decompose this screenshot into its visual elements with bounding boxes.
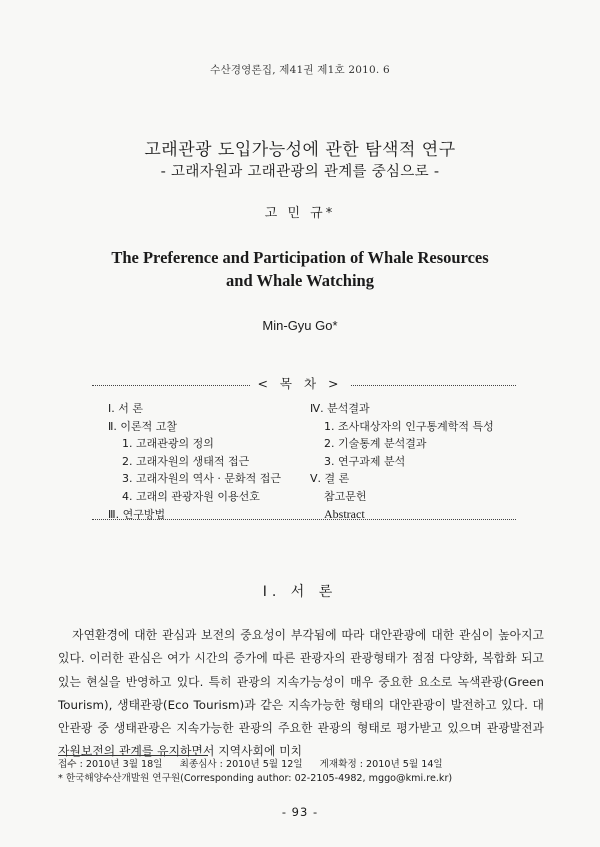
author-korean: 고 민 규* xyxy=(264,206,336,221)
accepted-date: 게재확정 : 2010년 5월 14일 xyxy=(319,759,443,770)
toc-item: 3. 고래자원의 역사 · 문화적 접근 xyxy=(122,472,281,486)
page-number: - 93 - xyxy=(281,805,319,819)
subtitle-korean: - 고래자원과 고래관광의 관계를 중심으로 - xyxy=(160,164,440,180)
toc-title: < 목 차 > xyxy=(250,374,350,392)
final-review-date: 최종심사 : 2010년 5월 12일 xyxy=(179,759,303,770)
title-korean: 고래관광 도입가능성에 관한 탐색적 연구 xyxy=(144,140,456,160)
toc-item: Ⅰ. 서 론 xyxy=(108,402,143,415)
toc-item: 4. 고래의 관광자원 이용선호 xyxy=(122,489,260,503)
title-english-line2: and Whale Watching xyxy=(226,271,374,290)
received-date: 접수 : 2010년 3월 18일 xyxy=(58,759,163,770)
body-text xyxy=(58,624,544,764)
body-paragraph: 자연환경에 대한 관심과 보전의 중요성이 부각됨에 따라 대안관광에 대한 관심이 높아지고 있다. 이러한 관심은 여가 시간의 증가에 따른 관광자의 관광형태가 점점 다양화, 복합화 되고 있는 현실을 반영하고 있다. 특히 관광의 지속가능성이 매우 중요한 요소로 녹색관광(Green Tourism), 생태관광(Eco Tourism)과 같은 지속가능한 형태의 대안관광이 발전하고 있다. 대안관광 중 생태관광은 지속가능한 관광의 주요한 관광의 형태로 평가받고 있으며 관광발전과 자원보전의 관계를 유지하면서 지역사회에 미치 xyxy=(58,628,544,759)
toc-item: Ⅴ. 결 론 xyxy=(310,472,350,486)
toc-item: Ⅳ. 분석결과 xyxy=(310,402,370,415)
author-english: Min-Gyu Go* xyxy=(262,318,338,333)
author-affiliation: * 한국해양수산개발원 연구원(Corresponding author: 02-2105-4982, mggo@kmi.re.kr) xyxy=(58,773,453,784)
toc-item: Ⅱ. 이론적 고찰 xyxy=(108,419,178,433)
toc-item: 1. 조사대상자의 인구통계학적 특성 xyxy=(324,419,494,433)
title-english-line1: The Preference and Participation of Whale Resources xyxy=(111,248,489,267)
footnotes xyxy=(58,758,452,786)
toc-item: 참고문헌 xyxy=(324,489,367,503)
journal-info: 수산경영론집, 제41권 제1호 2010. 6 xyxy=(210,64,390,76)
toc-left-column xyxy=(108,400,281,523)
toc-item: Ⅲ. 연구방법 xyxy=(108,507,166,521)
section-heading: Ⅰ. 서 론 xyxy=(262,584,338,600)
toc-item: 2. 고래자원의 생태적 접근 xyxy=(122,454,250,468)
footnote-divider xyxy=(58,755,208,756)
toc-item: Abstract xyxy=(324,506,365,521)
toc-item: 2. 기술통계 분석결과 xyxy=(324,437,427,451)
title-english xyxy=(0,246,600,292)
toc-item: 1. 고래관광의 정의 xyxy=(122,437,214,451)
footnote-dates xyxy=(58,758,452,772)
toc-item: 3. 연구과제 분석 xyxy=(324,454,406,468)
toc-right-column xyxy=(310,400,494,523)
